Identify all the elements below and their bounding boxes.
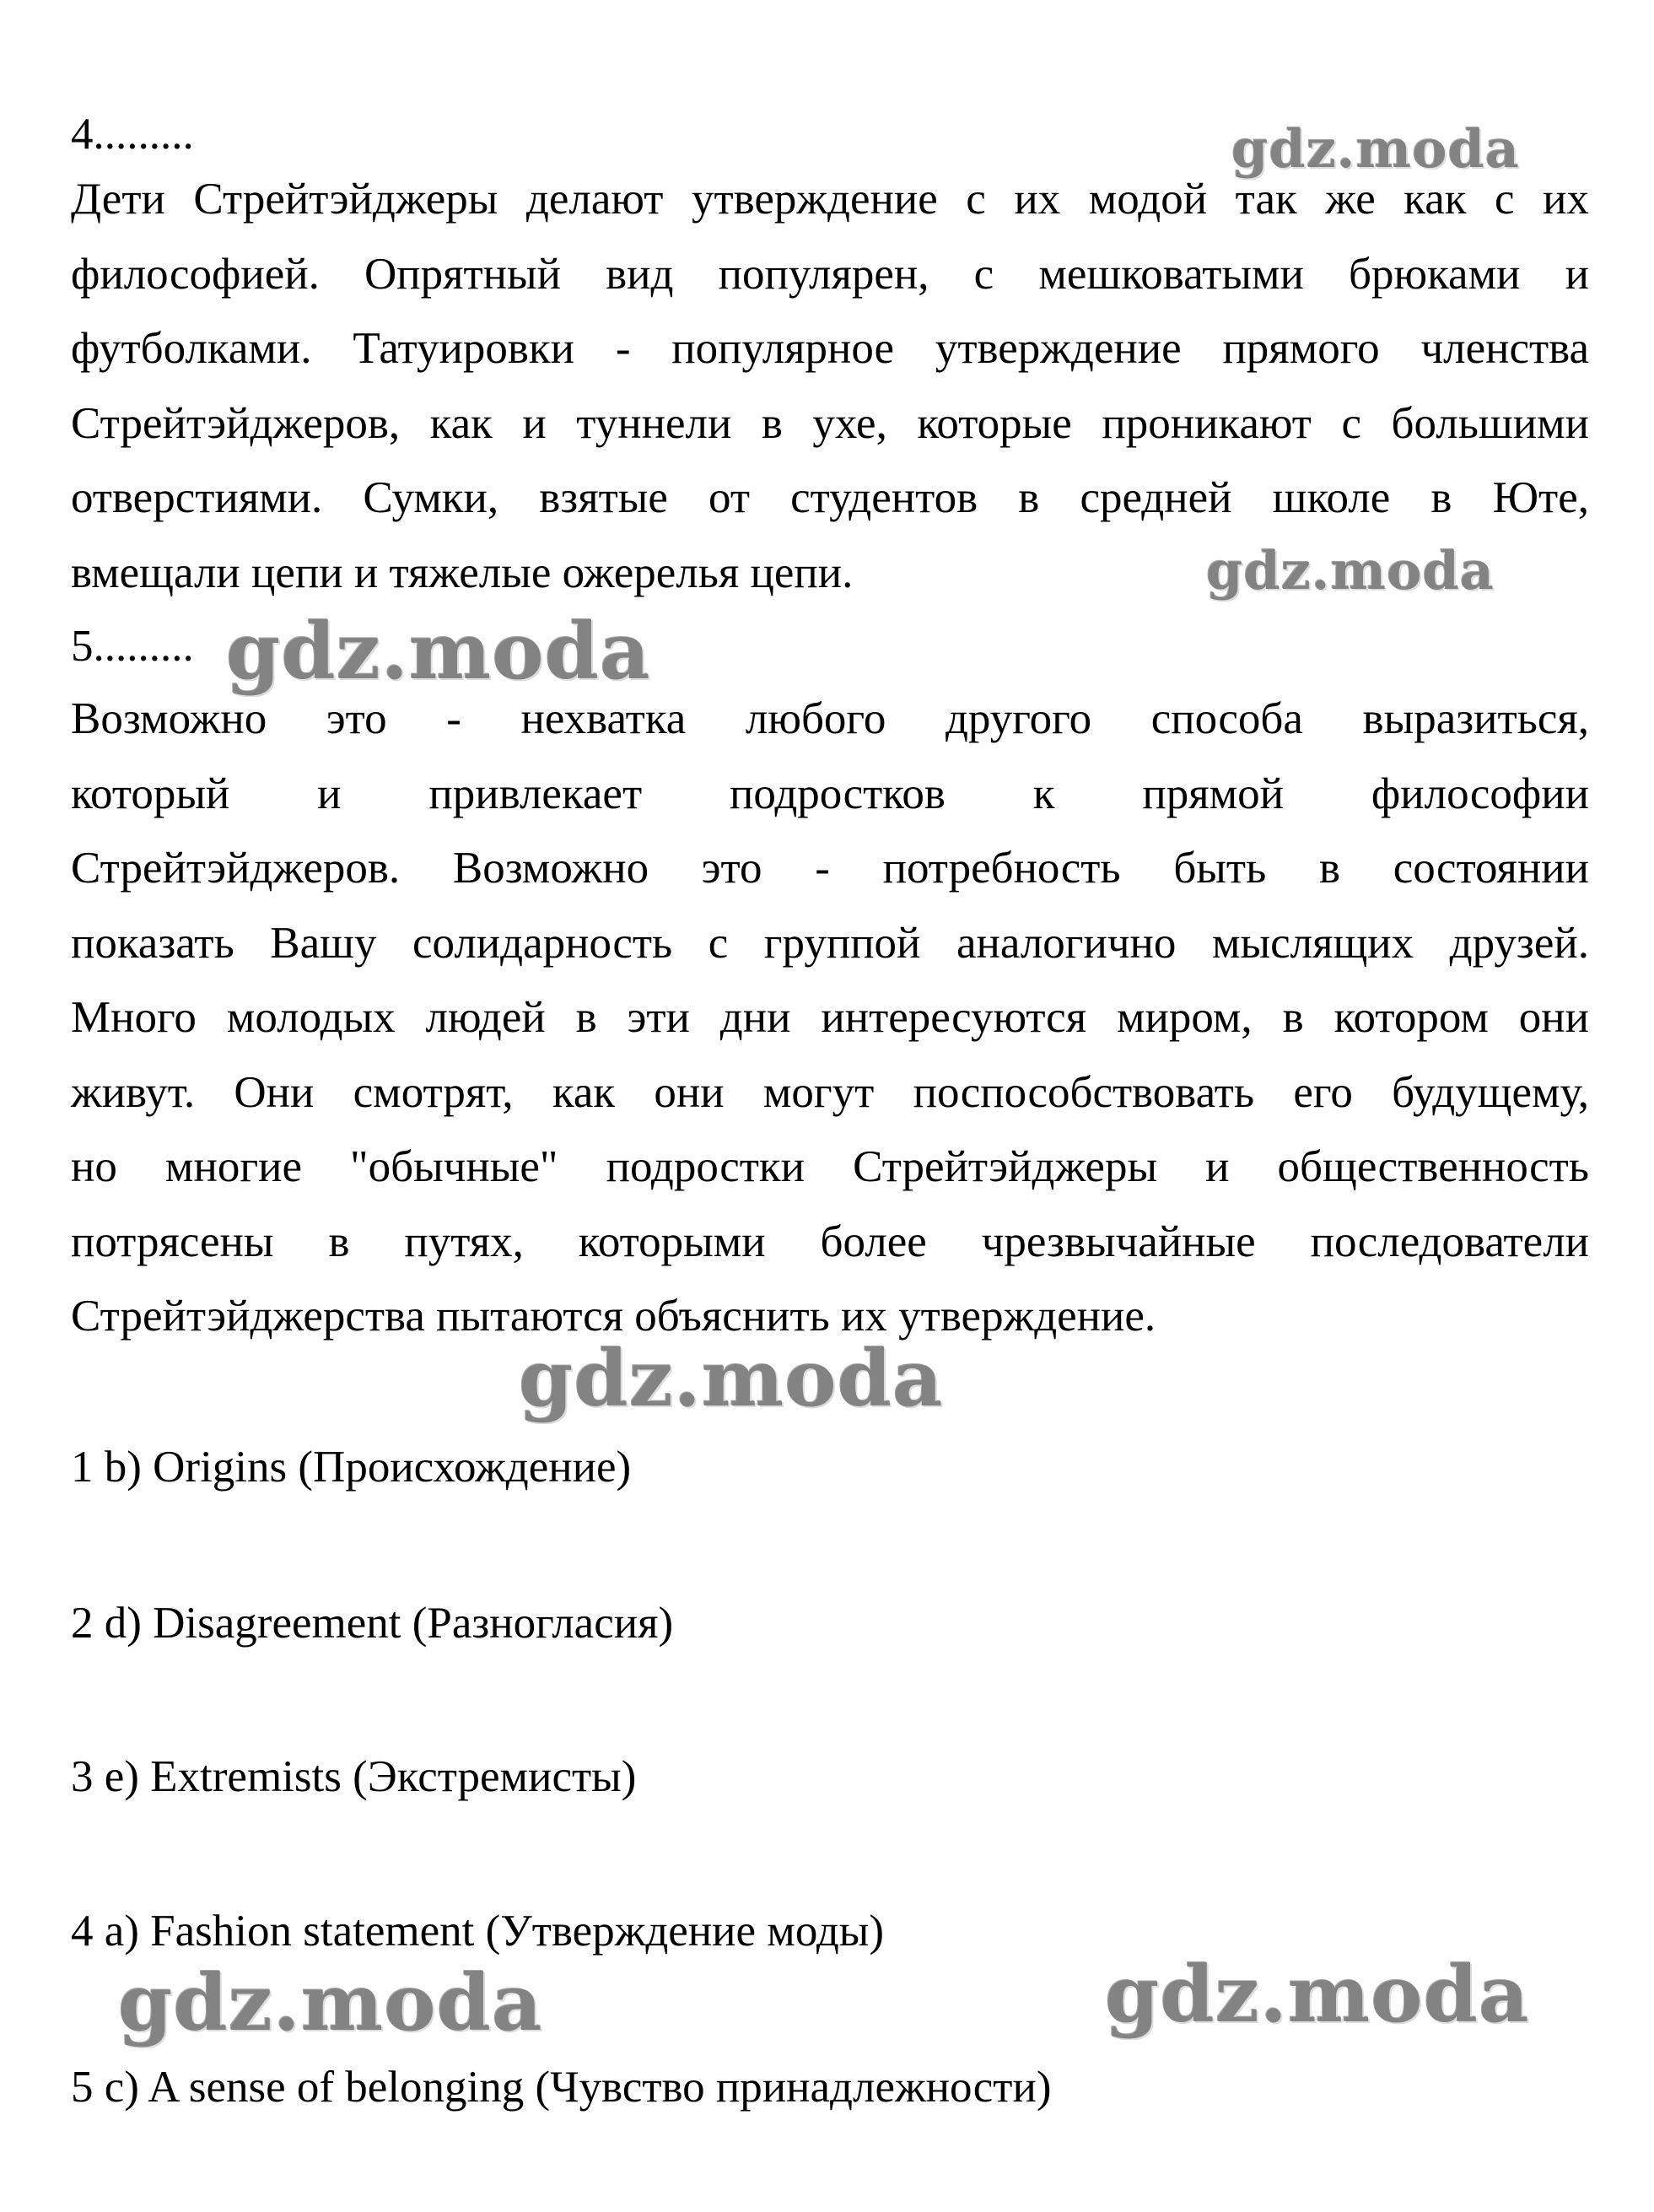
answer-item: 2 d) Disagreement (Разногласия) xyxy=(71,1599,674,1648)
answer-item: 5 c) A sense of belonging (Чувство принадлежности) xyxy=(71,2063,1052,2112)
paragraph-line: отверстиями. Сумки, взятые от студентов в средней школе в Юте, xyxy=(71,473,1589,522)
paragraph-line: Дети Стрейтэйджеры делают утверждение с их модой так же как с их xyxy=(71,175,1589,224)
watermark: gdz.moda xyxy=(226,606,651,697)
section-4-marker: 4......... xyxy=(71,110,194,159)
paragraph-line: потрясены в путях, которыми более чрезвычайные последователи xyxy=(71,1217,1589,1266)
section-5-paragraph xyxy=(71,682,1589,1354)
paragraph-line: Стрейтэйджеров. Возможно это - потребность быть в состоянии xyxy=(71,844,1589,893)
paragraph-line: вмещали цепи и тяжелые ожерелья цепи. xyxy=(71,548,854,597)
paragraph-line: Стрейтэйджеров, как и туннели в ухе, которые проникают с большими xyxy=(71,398,1589,448)
watermark: gdz.moda xyxy=(118,1957,543,2048)
watermark: gdz.moda xyxy=(519,1333,944,1424)
section-5-marker: 5......... xyxy=(71,622,194,671)
watermark: gdz.moda xyxy=(1105,1949,1530,2040)
watermark: gdz.moda xyxy=(1231,118,1520,180)
paragraph-line: философией. Опрятный вид популярен, с мешковатыми брюками и xyxy=(71,249,1589,299)
paragraph-line: показать Вашу солидарность с группой аналогично мыслящих друзей. xyxy=(71,918,1589,968)
answer-item: 1 b) Origins (Происхождение) xyxy=(71,1443,632,1492)
answer-item: 3 e) Extremists (Экстремисты) xyxy=(71,1752,637,1801)
paragraph-line: Возможно это - нехватка любого другого способа выразиться, xyxy=(71,694,1589,743)
paragraph-line: живут. Они смотрят, как они могут поспособствовать его будущему, xyxy=(71,1067,1589,1117)
paragraph-line: но многие "обычные" подростки Стрейтэйджеры и общественность xyxy=(71,1142,1589,1191)
paragraph-line: который и привлекает подростков к прямой философии xyxy=(71,769,1589,818)
answer-item: 4 a) Fashion statement (Утверждение моды) xyxy=(71,1907,885,1956)
paragraph-line: футболками. Татуировки - популярное утверждение прямого членства xyxy=(71,324,1589,373)
paragraph-line: Много молодых людей в эти дни интересуются миром, в котором они xyxy=(71,993,1589,1042)
paragraph-line: Стрейтэйджерства пытаются объяснить их утверждение. xyxy=(71,1292,1156,1341)
watermark: gdz.moda xyxy=(1206,540,1495,602)
